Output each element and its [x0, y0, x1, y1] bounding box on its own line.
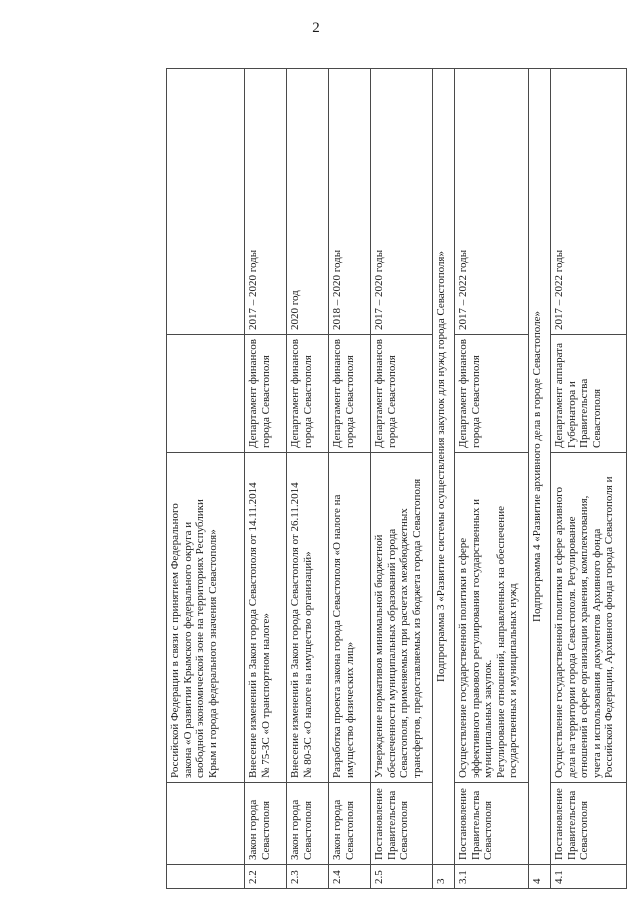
- responsible: Департамент финансов города Севастополя: [287, 335, 329, 453]
- act-type: Закон города Севастополя: [245, 783, 287, 865]
- period: 2017 – 2022 годы: [551, 69, 627, 335]
- row-number: 2.4: [329, 865, 371, 889]
- subprogram-number: 3: [433, 865, 455, 889]
- responsible: Департамент финансов города Севастополя: [329, 335, 371, 453]
- act-type: Постановление Правительства Севастополя: [455, 783, 529, 865]
- act-type: Закон города Севастополя: [329, 783, 371, 865]
- subprogram-title: Подпрограмма 4 «Развитие архивного дела в городе Севастополе»: [529, 69, 551, 865]
- responsible: Департамент финансов города Севастополя: [455, 335, 529, 453]
- responsible: Департамент финансов города Севастополя: [245, 335, 287, 453]
- act-content: Разработка проекта закона города Севастополя «О налоге на имущество физических лиц»: [329, 453, 371, 783]
- act-content: Осуществление государственной политики в сфере эффективного правового регулирования государственных и муниципальных закупок. Регулирование отношений, направленных на обеспечение государственных и муниципальных нужд: [455, 453, 529, 783]
- subprogram-row: [529, 69, 551, 889]
- row-number: 2.2: [245, 865, 287, 889]
- subprogram-number: 4: [529, 865, 551, 889]
- row-number: [167, 865, 245, 889]
- responsible: Департамент аппарата Губернатора и Правительства Севастополя: [551, 335, 627, 453]
- table-row: [245, 69, 287, 889]
- row-number: 2.5: [371, 865, 433, 889]
- period: [167, 69, 245, 335]
- page-number: 2: [312, 20, 320, 36]
- table-row: [551, 69, 627, 889]
- act-content: Российской Федерации в связи с принятием Федерального закона «О развитии Крымского федерального округа и свободной экономической зоне на территориях Республики Крым и города федерального значения Севастополя»: [167, 453, 245, 783]
- row-number: 4.1: [551, 865, 627, 889]
- table-row: [287, 69, 329, 889]
- act-content: Внесение изменений в Закон города Севастополя от 26.11.2014 № 80-ЗС «О налоге на имущество организаций»: [287, 453, 329, 783]
- period: 2017 – 2022 годы: [455, 69, 529, 335]
- act-content: Осуществление государственной политики в сфере архивного дела на территории города Севастополя. Регулирование отношений в сфере организации хранения, комплектования, учета и использования документов Архивного фонда Российской Федерации, Архивного фонда города Севастополя и: [551, 453, 627, 783]
- responsible: [167, 335, 245, 453]
- act-content: Внесение изменений в Закон города Севастополя от 14.11.2014 № 75-ЗС «О транспортном налоге»: [245, 453, 287, 783]
- legislation-table: [166, 68, 627, 889]
- subprogram-title: Подпрограмма 3 «Развитие системы осуществления закупок для нужд города Севастополя»: [433, 69, 455, 865]
- act-type: Постановление Правительства Севастополя: [551, 783, 627, 865]
- period: 2020 год: [287, 69, 329, 335]
- row-number: 3.1: [455, 865, 529, 889]
- act-type: Постановление Правительства Севастополя: [371, 783, 433, 865]
- act-content: Утверждение нормативов минимальной бюджетной обеспеченности муниципальных образований города Севастополя, применяемых при расчетах межбюджетных трансфертов, предоставляемых из бюджета города Севастополя: [371, 453, 433, 783]
- act-type: [167, 783, 245, 865]
- table-row: [167, 69, 245, 889]
- subprogram-row: [433, 69, 455, 889]
- table-row: [455, 69, 529, 889]
- table-row: [371, 69, 433, 889]
- period: 2017 – 2020 годы: [371, 69, 433, 335]
- table-row: [329, 69, 371, 889]
- act-type: Закон города Севастополя: [287, 783, 329, 865]
- row-number: 2.3: [287, 865, 329, 889]
- period: 2018 – 2020 годы: [329, 69, 371, 335]
- rotated-table-area: [166, 69, 616, 889]
- responsible: Департамент финансов города Севастополя: [371, 335, 433, 453]
- period: 2017 – 2020 годы: [245, 69, 287, 335]
